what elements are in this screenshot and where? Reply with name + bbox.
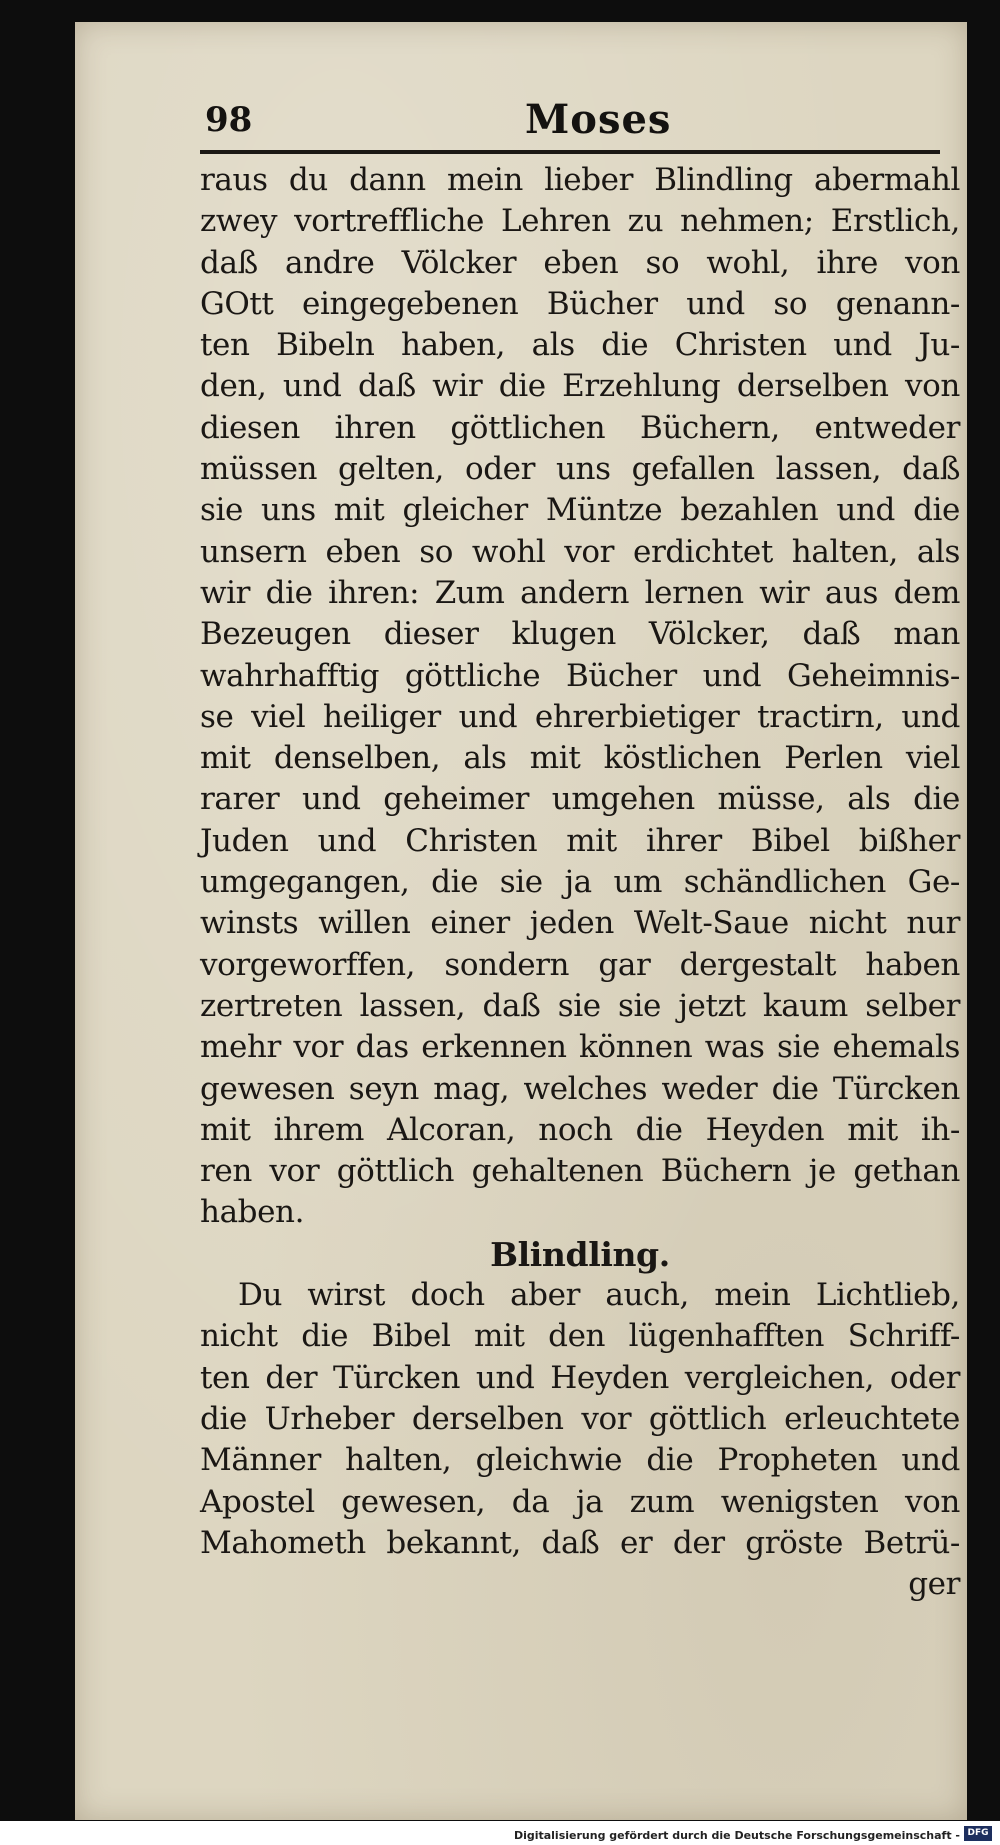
body-line: Juden und Christen mit ihrer Bibel bißher: [200, 822, 960, 859]
body-line: sie uns mit gleicher Müntze bezahlen und die: [200, 492, 960, 529]
reply-line: Männer halten, gleichwie die Propheten und: [200, 1442, 960, 1479]
reply-line: Du wirst doch aber auch, mein Lichtlieb,: [238, 1277, 960, 1314]
body-line: haben.: [200, 1194, 305, 1231]
body-line: se viel heiliger und ehrerbietiger tractirn, und: [200, 698, 960, 735]
body-line: mit denselben, als mit köstlichen Perlen viel: [200, 740, 960, 777]
body-line: raus du dann mein lieber Blindling abermahl: [200, 162, 960, 198]
body-line: umgegangen, die sie ja um schändlichen Ge-: [200, 864, 960, 901]
body-line: daß andre Völcker eben so wohl, ihre von: [200, 244, 960, 281]
speaker-heading: Blindling.: [490, 1234, 670, 1274]
reply-line: nicht die Bibel mit den lügenhafften Schriff-: [200, 1318, 960, 1355]
body-line: wir die ihren: Zum andern lernen wir aus dem: [200, 574, 960, 611]
body-line: zertreten lassen, daß sie sie jetzt kaum selber: [200, 987, 960, 1024]
body-line: ten Bibeln haben, als die Christen und Ju-: [200, 327, 960, 364]
text-block: [200, 160, 960, 1605]
body-line: diesen ihren göttlichen Büchern, entweder: [200, 409, 960, 446]
reply-line: Mahometh bekannt, daß er der gröste Betrü-: [200, 1524, 960, 1561]
body-line: Bezeugen dieser klugen Völcker, daß man: [200, 616, 960, 653]
footer-credit: Digitalisierung gefördert durch die Deutsche Forschungsgemeinschaft -: [513, 1829, 960, 1842]
running-head: Moses: [525, 96, 672, 143]
body-line: ren vor göttlich gehaltenen Büchern je gethan: [200, 1153, 960, 1190]
header-rule: [200, 150, 940, 154]
catchword: ger: [908, 1566, 960, 1603]
body-line: GOtt eingegebenen Bücher und so genann-: [200, 285, 960, 322]
page-header: [205, 96, 945, 146]
page-number: 98: [205, 100, 253, 140]
reply-line: Apostel gewesen, da ja zum wenigsten von: [200, 1483, 960, 1520]
reply-line: die Urheber derselben vor göttlich erleuchtete: [200, 1400, 960, 1437]
body-line: winsts willen einer jeden Welt-Saue nicht nur: [200, 905, 960, 942]
body-line: den, und daß wir die Erzehlung derselben von: [200, 368, 960, 405]
body-line: mit ihrem Alcoran, noch die Heyden mit ih-: [200, 1111, 960, 1148]
body-line: zwey vortreffliche Lehren zu nehmen; Erstlich,: [200, 203, 960, 240]
body-line: vorgeworffen, sondern gar dergestalt haben: [200, 946, 960, 983]
body-line: unsern eben so wohl vor erdichtet halten, als: [200, 533, 960, 570]
body-line: gewesen seyn mag, welches weder die Türcken: [200, 1070, 960, 1107]
digitization-footer: [0, 1821, 1000, 1845]
body-line: müssen gelten, oder uns gefallen lassen, daß: [200, 451, 960, 488]
reply-line: ten der Türcken und Heyden vergleichen, oder: [200, 1359, 960, 1396]
body-line: rarer und geheimer umgehen müsse, als die: [200, 781, 960, 818]
body-line: wahrhafftig göttliche Bücher und Geheimnis-: [200, 657, 960, 694]
body-line: mehr vor das erkennen können was sie ehemals: [200, 1029, 960, 1066]
dfg-logo: DFG: [964, 1826, 992, 1841]
